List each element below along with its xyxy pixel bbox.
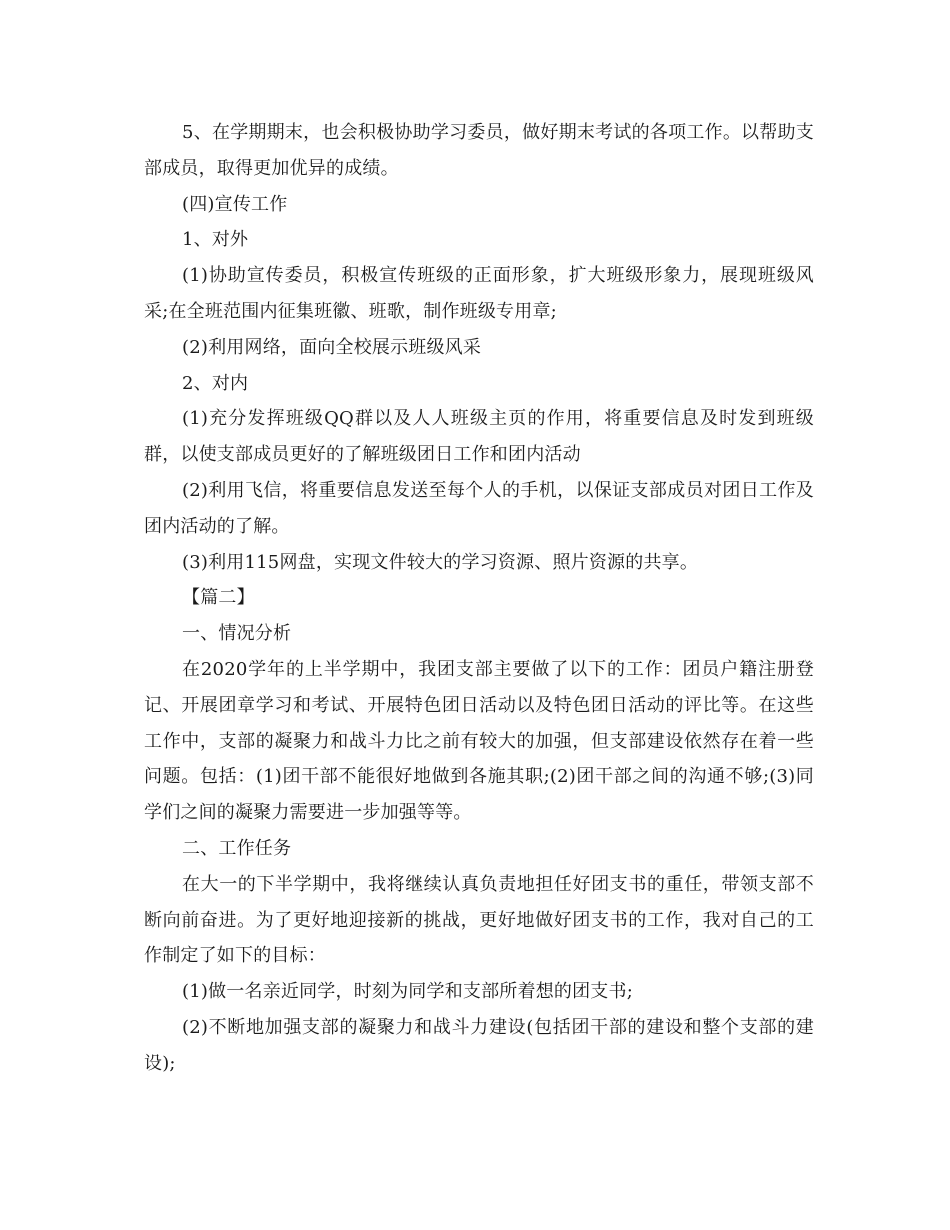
list-item-internal-1: (1)充分发挥班级QQ群以及人人班级主页的作用，将重要信息及时发到班级群，以使支部成员更好的了解班级团日工作和团内活动 bbox=[144, 408, 814, 466]
list-item-external-1: (1)协助宣传委员，积极宣传班级的正面形象，扩大班级形象力，展现班级风采;在全班范围内征集班徽、班歌，制作班级专用章; bbox=[144, 265, 814, 322]
paragraph-work-tasks: 在大一的下半学期中，我将继续认真负责地担任好团支书的重任，带领支部不断向前奋进。为了更好地迎接新的挑战，更好地做好团支书的工作，我对自己的工作制定了如下的目标： bbox=[144, 873, 814, 967]
paragraph-5-semester-end: 5、在学期期末，也会积极协助学习委员，做好期末考试的各项工作。以帮助支部成员，取得更加优异的成绩。 bbox=[144, 122, 814, 179]
list-item-goal-1: (1)做一名亲近同学，时刻为同学和支部所着想的团支书; bbox=[182, 981, 633, 1003]
subheading-external: 1、对外 bbox=[182, 229, 249, 251]
paragraph-situation-analysis: 在2020学年的上半学期中，我团支部主要做了以下的工作：团员户籍注册登记、开展团章学习和考试、开展特色团日活动以及特色团日活动的评比等。在这些工作中，支部的凝聚力和战斗力比之前有较大的加强，但支部建设依然存在着一些问题。包括：(1)团干部不能很好地做到各施其职;(2)团干部之间的沟通不够;(3)同学们之间的凝聚力需要进一步加强等等。 bbox=[144, 658, 814, 824]
list-item-internal-2: (2)利用飞信，将重要信息发送至每个人的手机，以保证支部成员对团日工作及团内活动的了解。 bbox=[144, 479, 814, 537]
subheading-internal: 2、对内 bbox=[182, 372, 249, 394]
list-item-internal-3: (3)利用115网盘，实现文件较大的学习资源、照片资源的共享。 bbox=[182, 551, 699, 573]
heading-work-tasks: 二、工作任务 bbox=[182, 837, 292, 859]
heading-publicity-work: (四)宣传工作 bbox=[182, 193, 288, 215]
section-marker-part-two: 【篇二】 bbox=[182, 587, 255, 609]
list-item-goal-2: (2)不断地加强支部的凝聚力和战斗力建设(包括团干部的建设和整个支部的建设); bbox=[144, 1016, 814, 1074]
list-item-external-2: (2)利用网络，面向全校展示班级风采 bbox=[182, 336, 482, 358]
heading-situation-analysis: 一、情况分析 bbox=[182, 623, 292, 645]
document-body bbox=[144, 115, 814, 1082]
